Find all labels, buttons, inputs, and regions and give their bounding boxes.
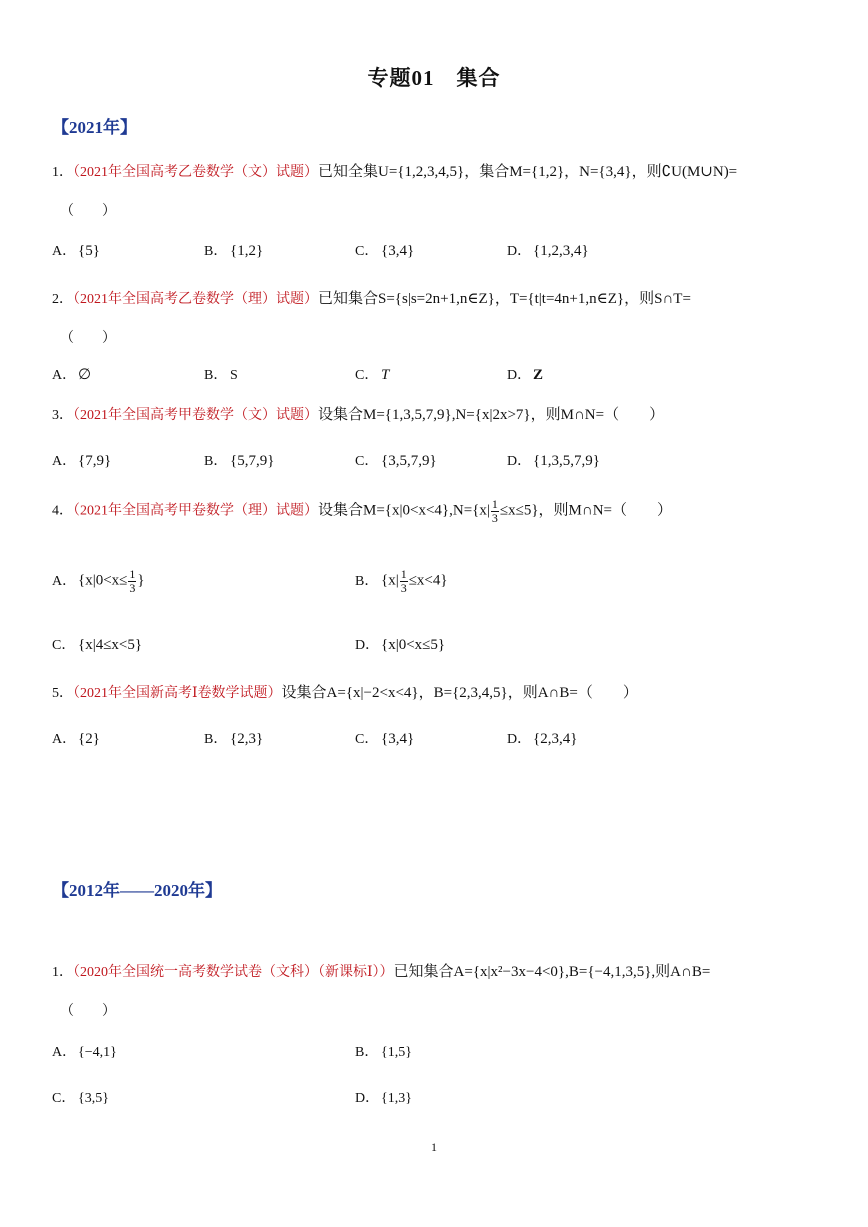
option-label: C． bbox=[355, 368, 379, 383]
section-heading-2021: 【2021年】 bbox=[52, 118, 137, 137]
option-c bbox=[355, 364, 389, 384]
option-a bbox=[52, 364, 91, 384]
option-text: T bbox=[381, 367, 390, 383]
option-text: {3,4} bbox=[381, 243, 415, 259]
fraction-denominator: 3 bbox=[491, 511, 498, 525]
option-label: B． bbox=[355, 1045, 379, 1060]
option-label: A． bbox=[52, 1045, 77, 1060]
option-label: B． bbox=[204, 244, 228, 259]
option-label: A． bbox=[52, 368, 77, 383]
fraction-denominator: 3 bbox=[400, 581, 407, 595]
option-text: {x|4≤x<5} bbox=[78, 637, 143, 653]
question-stem: 已知全集U={1,2,3,4,5}，集合M={1,2}，N={3,4}，则∁U(M∪N)= bbox=[318, 164, 738, 180]
option-c bbox=[355, 240, 414, 260]
option-text: {3,5} bbox=[78, 1091, 109, 1106]
question-source: （2021年全国高考乙卷数学（理）试题） bbox=[73, 292, 318, 307]
option-label: C． bbox=[52, 638, 76, 653]
option-text: S bbox=[230, 368, 238, 383]
option-text: {1,2,3,4} bbox=[533, 243, 589, 259]
question-source: （2021年全国高考乙卷数学（文）试题） bbox=[73, 165, 318, 180]
option-a bbox=[52, 240, 100, 260]
fraction bbox=[400, 568, 408, 595]
option-b bbox=[355, 1041, 412, 1061]
fraction-numerator: 1 bbox=[129, 567, 136, 581]
option-d bbox=[507, 728, 577, 748]
question-number: 3． bbox=[52, 408, 73, 423]
question-3 bbox=[52, 403, 664, 424]
option-text: {x|0<x≤5} bbox=[381, 637, 446, 653]
option-text: {1,5} bbox=[381, 1045, 412, 1060]
option-text: {2,3,4} bbox=[533, 731, 578, 747]
question-stem: 设集合M={1,3,5,7,9},N={x|2x>7}，则M∩N=（ ） bbox=[318, 407, 665, 423]
question-number: 4． bbox=[52, 503, 73, 519]
option-text: {3,5,7,9} bbox=[381, 453, 437, 469]
question-1 bbox=[52, 160, 737, 181]
page-number: 1 bbox=[431, 1140, 437, 1154]
option-label: A． bbox=[52, 454, 77, 469]
option-label: D． bbox=[507, 368, 532, 383]
option-b bbox=[204, 364, 238, 384]
question-4 bbox=[52, 498, 672, 525]
option-text: {2} bbox=[78, 731, 100, 747]
option-c bbox=[355, 450, 437, 470]
option-a bbox=[52, 728, 100, 748]
question-source: （2021年全国高考甲卷数学（文）试题） bbox=[73, 408, 318, 423]
option-text: {1,3,5,7,9} bbox=[533, 453, 600, 469]
question-source: （2021年全国高考甲卷数学（理）试题） bbox=[73, 503, 318, 519]
option-c bbox=[52, 634, 142, 654]
option-text-pre: {x| bbox=[381, 572, 399, 589]
question-stem: 已知集合S={s|s=2n+1,n∈Z}，T={t|t=4n+1,n∈Z}，则S∩T= bbox=[318, 291, 691, 307]
option-d bbox=[507, 240, 589, 260]
option-d bbox=[507, 450, 600, 470]
option-a bbox=[52, 1041, 117, 1061]
option-d bbox=[355, 1087, 412, 1107]
question-number: 1． bbox=[52, 965, 73, 980]
option-label: D． bbox=[507, 244, 532, 259]
option-text-post: } bbox=[137, 572, 145, 589]
fraction bbox=[491, 498, 499, 525]
option-b bbox=[355, 568, 448, 595]
option-text-pre: {x|0<x≤ bbox=[78, 572, 128, 589]
question-number: 1． bbox=[52, 165, 73, 180]
option-c bbox=[52, 1087, 109, 1107]
option-label: B． bbox=[204, 454, 228, 469]
fraction-numerator: 1 bbox=[400, 567, 407, 581]
option-label: B． bbox=[204, 732, 228, 747]
page-title: 专题01 集合 bbox=[367, 66, 501, 90]
question-stem-pre: 设集合M={x|0<x<4},N={x| bbox=[318, 502, 490, 519]
option-text: {5,7,9} bbox=[230, 453, 275, 469]
question-2 bbox=[52, 287, 691, 308]
option-label: C． bbox=[355, 244, 379, 259]
option-b bbox=[204, 240, 263, 260]
option-text: Z bbox=[533, 367, 544, 383]
question-stem: 设集合A={x|−2<x<4}，B={2,3,4,5}，则A∩B=（ ） bbox=[281, 685, 638, 701]
option-d bbox=[355, 634, 445, 654]
option-label: A． bbox=[52, 732, 77, 747]
option-a bbox=[52, 568, 145, 595]
option-c bbox=[355, 728, 414, 748]
question-6 bbox=[52, 960, 710, 981]
option-text: {7,9} bbox=[78, 453, 112, 469]
option-text: {−4,1} bbox=[78, 1045, 117, 1060]
question-number: 2． bbox=[52, 292, 73, 307]
option-b bbox=[204, 450, 274, 470]
option-label: B． bbox=[355, 573, 379, 589]
option-text: {1,3} bbox=[381, 1091, 412, 1106]
question-source: （2021年全国新高考Ⅰ卷数学试题） bbox=[73, 686, 282, 701]
question-stem-post: ≤x≤5}，则M∩N=（ ） bbox=[499, 502, 673, 519]
answer-blank: （ ） bbox=[60, 204, 116, 219]
option-label: C． bbox=[52, 1091, 76, 1106]
option-label: A． bbox=[52, 244, 77, 259]
option-label: D． bbox=[355, 638, 380, 653]
option-b bbox=[204, 728, 263, 748]
fraction-denominator: 3 bbox=[129, 581, 136, 595]
option-text: {1,2} bbox=[230, 243, 264, 259]
option-label: B． bbox=[204, 368, 228, 383]
fraction bbox=[128, 568, 136, 595]
question-5 bbox=[52, 681, 638, 702]
question-stem: 已知集合A={x|x²−3x−4<0},B={−4,1,3,5},则A∩B= bbox=[393, 964, 711, 980]
option-label: D． bbox=[355, 1091, 380, 1106]
option-label: D． bbox=[507, 454, 532, 469]
section-heading-2012-2020: 【2012年——2020年】 bbox=[52, 881, 222, 900]
option-text: {5} bbox=[78, 243, 100, 259]
option-label: C． bbox=[355, 454, 379, 469]
option-label: C． bbox=[355, 732, 379, 747]
fraction-numerator: 1 bbox=[491, 497, 498, 511]
question-number: 5． bbox=[52, 686, 73, 701]
option-a bbox=[52, 450, 111, 470]
option-d bbox=[507, 364, 543, 384]
option-label: A． bbox=[52, 573, 77, 589]
option-label: D． bbox=[507, 732, 532, 747]
answer-blank: （ ） bbox=[60, 331, 116, 346]
option-text: {2,3} bbox=[230, 731, 264, 747]
option-text: {3,4} bbox=[381, 731, 415, 747]
option-text: ∅ bbox=[78, 367, 92, 383]
option-text-post: ≤x<4} bbox=[408, 572, 448, 589]
question-source: （2020年全国统一高考数学试卷（文科）（新课标Ⅰ）） bbox=[73, 965, 394, 980]
answer-blank: （ ） bbox=[60, 1004, 116, 1019]
